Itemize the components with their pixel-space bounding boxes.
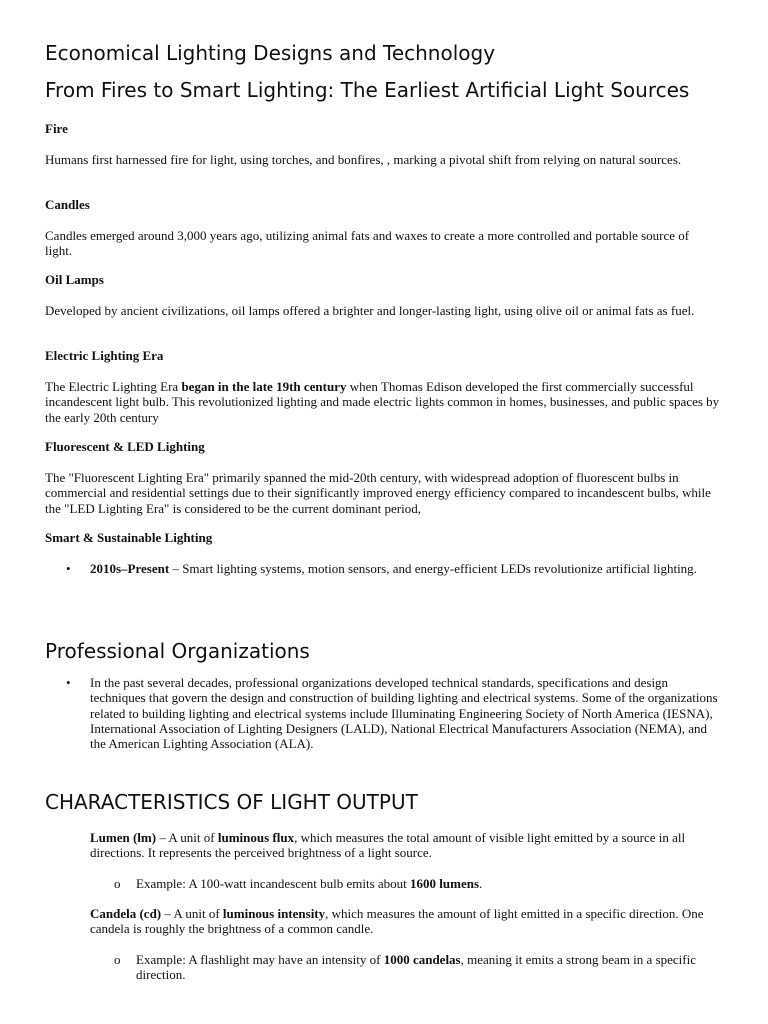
heading-professional-organizations: Professional Organizations bbox=[45, 639, 310, 663]
section-heading-smart-lighting: Smart & Sustainable Lighting bbox=[45, 530, 213, 545]
candela-example-post: , meaning it emits a strong beam in a specific direction. bbox=[136, 952, 696, 983]
lumen-post: , which measures the total amount of visible light emitted by a source in all directions. It represents the perceived brightness of a light source. bbox=[90, 830, 686, 861]
paragraph-oil-lamps: Developed by ancient civilizations, oil lamps offered a brighter and longer-lasting light, using olive oil or animal fats as fuel. bbox=[45, 303, 695, 318]
paragraph-candela bbox=[90, 906, 720, 937]
lumen-example-post: . bbox=[479, 876, 483, 891]
smart-bullet-bold: 2010s–Present bbox=[90, 561, 170, 576]
electric-text-pre: The Electric Lighting Era bbox=[45, 379, 182, 394]
candela-pre: – A unit of bbox=[161, 906, 223, 921]
electric-text-post: when Thomas Edison developed the first commercially successful incandescent light bulb. This revolutionized lighting and made electric lights common in homes, businesses, and public spaces by the early 20th century bbox=[45, 379, 720, 425]
bullet-o: o bbox=[114, 876, 121, 891]
lumen-example-pre: Example: A 100-watt incandescent bulb emits about bbox=[136, 876, 411, 891]
bullet-dot: • bbox=[66, 561, 71, 576]
section-heading-fluorescent-led: Fluorescent & LED Lighting bbox=[45, 439, 205, 454]
paragraph-fire: Humans first harnessed fire for light, using torches, and bonfires, , marking a pivotal shift from relying on natural sources. bbox=[45, 152, 682, 167]
section-heading-oil-lamps: Oil Lamps bbox=[45, 272, 104, 287]
candela-example-text bbox=[136, 952, 714, 983]
paragraph-fluorescent-led: The "Fluorescent Lighting Era" primarily spanned the mid-20th century, with widespread adoption of fluorescent bulbs in commercial and residential settings due to their significantly improved energy efficiency compared to incandescent bulbs, while the "LED Lighting Era" is considered to be the current dominant period, bbox=[45, 470, 711, 516]
paragraph-lumen bbox=[90, 830, 720, 861]
electric-text-bold: began in the late 19th century bbox=[181, 379, 347, 394]
candela-example-pre: Example: A flashlight may have an intensity of bbox=[136, 952, 384, 967]
list-item-candela-example bbox=[114, 952, 714, 983]
lumen-example-text bbox=[136, 876, 714, 891]
bullet-o: o bbox=[114, 952, 121, 967]
lumen-example-bold: 1600 lumens bbox=[410, 876, 480, 891]
list-item-smart-text bbox=[90, 561, 716, 576]
candela-example-bold: 1000 candelas bbox=[383, 952, 461, 967]
bullet-dot: • bbox=[66, 675, 71, 690]
paragraph-electric-era bbox=[45, 379, 725, 425]
smart-bullet-text: – Smart lighting systems, motion sensors, and energy-efficient LEDs revolutionize artificial lighting. bbox=[169, 561, 697, 576]
list-item-lumen-example bbox=[114, 876, 714, 891]
section-heading-candles: Candles bbox=[45, 197, 90, 212]
list-item-smart bbox=[66, 561, 716, 576]
lumen-pre: – A unit of bbox=[156, 830, 218, 845]
candela-bold: luminous intensity bbox=[222, 906, 326, 921]
list-item-organizations bbox=[66, 675, 726, 751]
lumen-bold: luminous flux bbox=[217, 830, 295, 845]
section-heading-electric-era: Electric Lighting Era bbox=[45, 348, 164, 363]
document-subtitle: From Fires to Smart Lighting: The Earliest Artificial Light Sources bbox=[45, 78, 690, 102]
section-heading-fire: Fire bbox=[45, 121, 68, 136]
paragraph-candles: Candles emerged around 3,000 years ago, utilizing animal fats and waxes to create a more controlled and portable source of light. bbox=[45, 228, 690, 259]
heading-characteristics: CHARACTERISTICS OF LIGHT OUTPUT bbox=[45, 790, 418, 814]
lumen-term: Lumen (lm) bbox=[90, 830, 157, 845]
list-item-organizations-text: In the past several decades, professional organizations developed technical standards, specifications and design techniques that govern the design and construction of building lighting and electrical systems. Some of the organizations related to building lighting and electrical systems include Illuminating Engineering Society of North America (IESNA), International Association of Lighting Designers (LALD), National Electrical Manufacturers Association (NEMA), and the American Lighting Association (ALA). bbox=[90, 675, 718, 752]
candela-post: , which measures the amount of light emitted in a specific direction. One candela is roughly the brightness of a common candle. bbox=[90, 906, 704, 937]
document-title: Economical Lighting Designs and Technology bbox=[45, 41, 496, 65]
candela-term: Candela (cd) bbox=[90, 906, 162, 921]
